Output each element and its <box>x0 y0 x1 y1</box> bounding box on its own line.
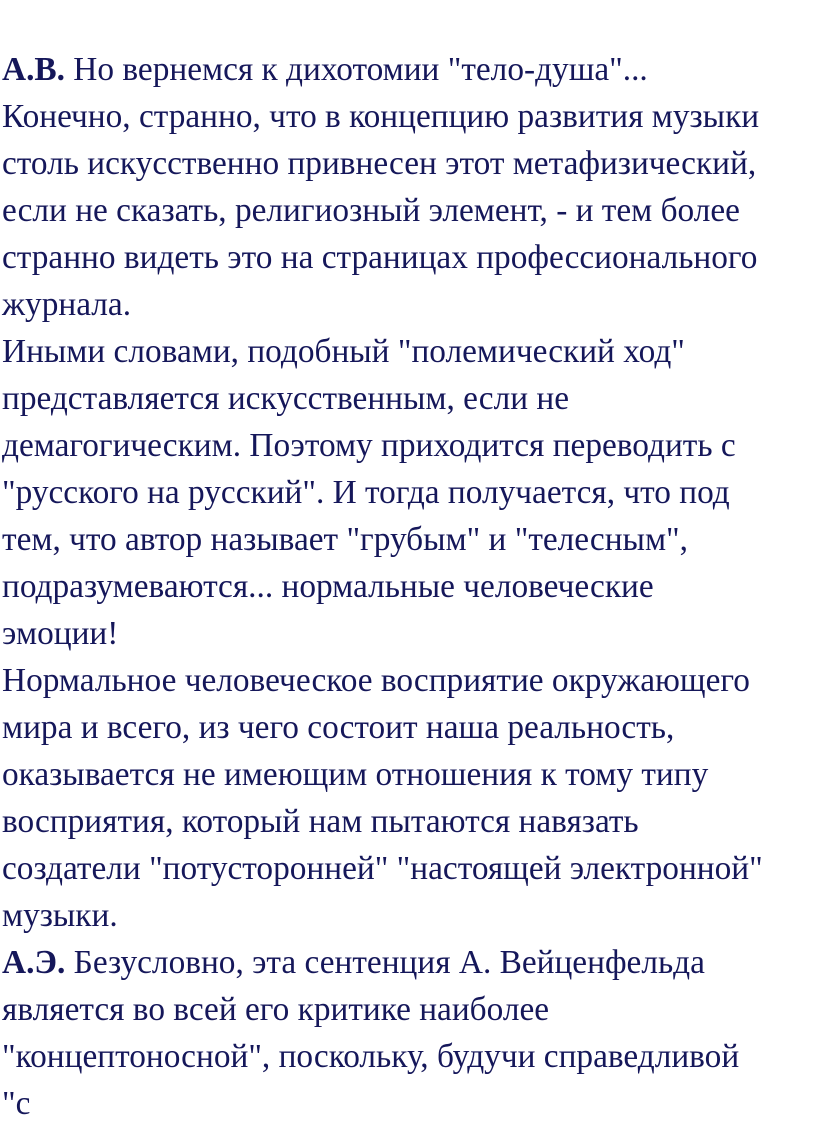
line-text: создатели "потусторонней" "настоящей электронной" <box>2 850 763 887</box>
line-text: Нормальное человеческое восприятие окружающего <box>2 662 750 699</box>
line-text: журнала. <box>2 286 132 323</box>
text-line <box>0 610 816 657</box>
text-line <box>0 187 816 234</box>
line-text: "с <box>2 1085 31 1122</box>
line-text: мира и всего, из чего состоит наша реальность, <box>2 709 675 746</box>
line-text: эмоции! <box>2 615 119 652</box>
text-line <box>0 563 816 610</box>
line-text: "русского на русский". И тогда получается, что под <box>2 474 730 511</box>
line-text: Но вернемся к дихотомии "тело-душа"... <box>64 51 648 88</box>
text-line <box>0 892 816 939</box>
line-text: странно видеть это на страницах профессионального <box>2 239 758 276</box>
text-line <box>0 469 816 516</box>
text-line <box>0 140 816 187</box>
line-text: подразумеваются... нормальные человеческие <box>2 568 654 605</box>
text-line <box>0 845 816 892</box>
line-text: Конечно, странно, что в концепцию развития музыки <box>2 98 760 135</box>
text-line <box>0 93 816 140</box>
text-line <box>0 1080 816 1127</box>
text-line <box>0 422 816 469</box>
text-line <box>0 1033 816 1080</box>
text-line <box>0 704 816 751</box>
line-text: Иными словами, подобный "полемический ход" <box>2 333 685 370</box>
speaker-label: А.В. <box>2 51 65 88</box>
line-text: оказывается не имеющим отношения к тому типу <box>2 756 709 793</box>
line-text: восприятия, который нам пытаются навязать <box>2 803 639 840</box>
line-text: "концептоносной", поскольку, будучи справедливой <box>2 1038 740 1075</box>
line-text: представляется искусственным, если не <box>2 380 570 417</box>
text-line <box>0 939 816 986</box>
line-text: демагогическим. Поэтому приходится переводить с <box>2 427 736 464</box>
text-line <box>0 986 816 1033</box>
text-line <box>0 657 816 704</box>
text-line <box>0 375 816 422</box>
text-line <box>0 234 816 281</box>
line-text: если не сказать, религиозный элемент, - и тем более <box>2 192 740 229</box>
text-line <box>0 798 816 845</box>
text-line <box>0 328 816 375</box>
line-text: Безусловно, эта сентенция А. Вейценфельда <box>65 944 705 981</box>
line-text: музыки. <box>2 897 118 934</box>
document-body <box>0 46 816 1127</box>
text-line <box>0 751 816 798</box>
speaker-label: А.Э. <box>2 944 66 981</box>
text-line <box>0 516 816 563</box>
text-line <box>0 46 816 93</box>
line-text: является во всей его критике наиболее <box>2 991 550 1028</box>
line-text: столь искусственно привнесен этот метафизический, <box>2 145 757 182</box>
text-line <box>0 281 816 328</box>
line-text: тем, что автор называет "грубым" и "телесным", <box>2 521 688 558</box>
